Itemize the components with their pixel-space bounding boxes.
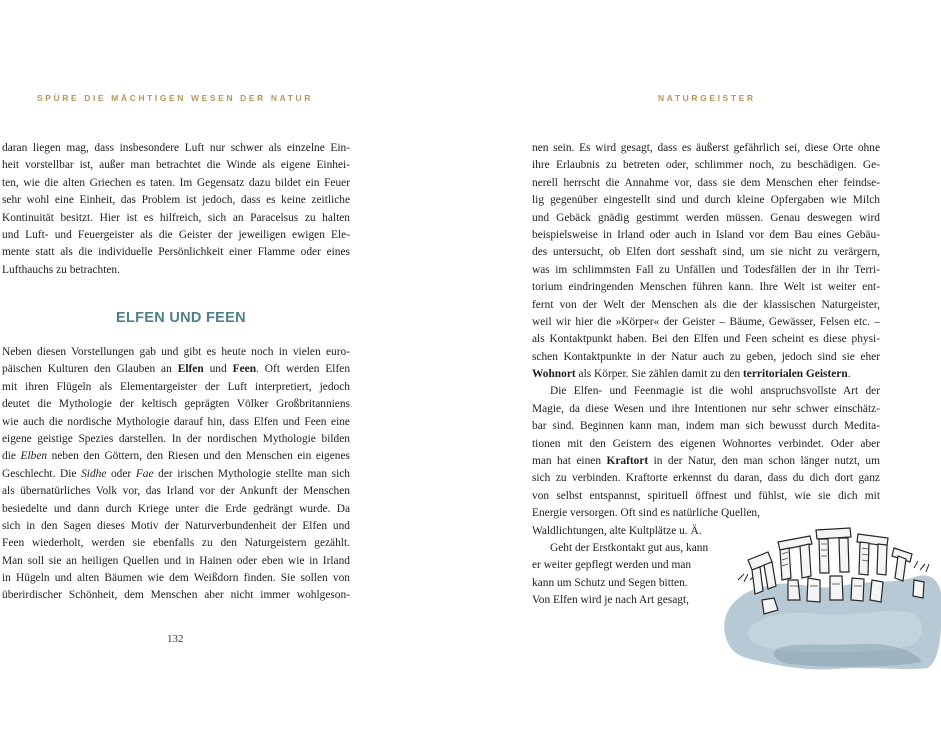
italic-term-elben: Elben (20, 450, 48, 463)
text-line: ten, wie die alten Griechen es taten. Im Gegensatz dazu bildet ein Feuer (2, 176, 350, 189)
text-line: Energie versorgen. Oft sind es natürliche Quellen, (532, 507, 760, 520)
text-run: . Oft werden Elfen (256, 363, 351, 376)
bold-term-territorialen-geistern: territorialen Geistern (743, 368, 848, 381)
text-run: und (203, 363, 233, 376)
text-line: mente statt als die individuelle Persönlichkeit einer Flamme oder eines (2, 246, 350, 259)
text-line: deutet die Mythologie der keltisch geprägten Völker Großbritanniens (2, 398, 350, 411)
text-line: nerell herrscht die Annahme vor, dass sie dem Menschen eher feindse- (532, 176, 880, 189)
right-page (470, 0, 941, 752)
text-line: besiedelte und dann durch Kriege unter die Erde gedrängt wurde. Da (2, 502, 350, 515)
text-line: beispielsweise in Irland oder auch in Island vor dem Bau eines Gebäu- (532, 228, 880, 241)
text-line: Magie, da diese Wesen und ihre Intentionen nur sehr schwer einschätz- (532, 402, 880, 415)
text-line: sich in den Sagen dieses Motiv der Naturverbundenheit der Elfen und (2, 519, 350, 532)
stone-circle-illustration (718, 520, 941, 670)
text-line: mit ihren Flügeln als Elementargeister der Luft interpretiert, jedoch (2, 380, 350, 393)
text-line: als übernatürliches Volk vor, das Irland vor der Ankunft der Menschen (2, 485, 350, 498)
paragraph-elfen-feen (2, 344, 350, 605)
text-line (2, 361, 350, 378)
text-line: Man soll sie an heiligen Quellen und in Hainen oder eben wie in Irland (2, 554, 350, 567)
bold-term-elfen: Elfen (177, 363, 204, 376)
text-line: torium eindringenden Menschen führen kann. Ihre Welt ist weiter ent- (532, 281, 880, 294)
text-line: Die Elfen- und Feenmagie ist die wohl anspruchsvollste Art der (550, 385, 880, 398)
text-line: was im schlimmsten Fall zu Unfällen und Todesfällen der in ihr Terri- (532, 263, 880, 276)
text-line: ihre Erlaubnis zu betreten oder, schlimmer noch, zu beschädigen. Ge- (532, 159, 880, 172)
text-run: Geschlecht. Die (2, 467, 82, 480)
text-line: in Hügeln und alten Bäumen wie dem Weißdorn finden. Sie sollen von (2, 572, 350, 585)
text-line: tionen mit den Geistern des eigenen Wohnortes verbindet. Oder aber (532, 437, 880, 450)
text-line (2, 466, 350, 483)
text-line: weil wir hier die »Körper« der Geister – Bäume, Gewässer, Felsen etc. – (532, 315, 880, 328)
text-line (532, 366, 880, 383)
text-line: heit vorstellbar ist, außer man betrachtet die Winde als eigene Einhei- (2, 159, 350, 172)
text-line: von selbst entspannst, spirituell öffnest und fühlst, wie sie dich mit (532, 489, 880, 502)
text-line: Geht der Erstkontakt gut aus, kann (550, 541, 709, 554)
text-line (2, 448, 350, 465)
bold-term-feen: Feen (232, 363, 257, 376)
text-line: des untersucht, ob Elfen dort sesshaft sind, um sie nicht zu verärgern, (532, 246, 880, 259)
bold-term-wohnort: Wohnort (532, 368, 576, 381)
text-line: sich zu verbinden. Kraftorte erkennst du daran, dass du dich dort ganz (532, 472, 880, 485)
text-run: der irischen Mythologie stellte man sich (153, 467, 350, 480)
text-run: in der Natur, den man schon länger nutzt, um (648, 455, 880, 468)
italic-term-sidhe: Sidhe (81, 467, 107, 480)
text-line (532, 453, 880, 470)
text-line: kann um Schutz und Segen bitten. (532, 576, 688, 589)
text-line: lig gegenüber eingestellt sind und durch kleine Opfergaben wie Milch (532, 194, 880, 207)
text-line: bar sind. Beginnen kann man, indem man sich bewusst durch Medita- (532, 420, 880, 433)
text-line: daran liegen mag, dass insbesondere Luft nur schwer als einzelne Ein- (2, 142, 350, 154)
text-line: Feen wiederholt, werden sie ebenfalls zu den Naturgeistern gezählt. (2, 537, 350, 550)
page-number: 132 (167, 633, 184, 645)
italic-term-fae: Fae (135, 467, 154, 480)
bold-term-kraftort: Kraftort (606, 455, 649, 468)
text-line: überirdischer Schönheit, dem Menschen aber nicht immer wohlgeson- (2, 589, 350, 602)
left-page (0, 0, 470, 752)
text-line: Von Elfen wird je nach Art gesagt, (532, 594, 690, 607)
text-line: wie auch die nordische Mythologie darauf hin, dass Elfen und Feen eine (2, 415, 350, 428)
text-line: schen Kontaktpunkte in der Natur auch zu geben, jedoch sind sie eher (532, 350, 880, 363)
text-line: Waldlichtungen, alte Kultplätze u. Ä. (532, 524, 702, 537)
text-line: eigene geistige Spezies darstellen. In der nordischen Mythologie bilden (2, 432, 350, 445)
text-run: die (2, 450, 21, 463)
text-line: er weiter gepflegt werden und man (532, 559, 692, 572)
text-line: fernt von der Welt der Menschen als die der klassischen Naturgeister, (532, 298, 880, 311)
text-run: oder (106, 467, 136, 480)
text-run: . (847, 368, 851, 381)
text-run: päischen Kulturen den Glauben an (2, 363, 178, 376)
text-line: nen sein. Es wird gesagt, dass es äußerst gefährlich sei, diese Orte ohne (532, 142, 880, 154)
running-head-left: SPÜRE DIE MÄCHTIGEN WESEN DER NATUR (37, 93, 313, 103)
paragraph-luft-feuer (2, 140, 350, 279)
text-run: als Körper. Sie zählen damit zu den (575, 368, 743, 381)
running-head-right: NATURGEISTER (658, 93, 756, 103)
text-line: sehr wohl eine Einheit, das Problem ist jedoch, dass es keine zeitliche (2, 194, 350, 207)
text-line: Neben diesen Vorstellungen gab und gibt es heute noch in vielen euro- (2, 346, 350, 358)
text-line: als Kontaktpunkt haben. Bei den Elfen und Feen scheint es diese physi- (532, 333, 880, 346)
text-line: und Luft- und Feuergeister als die Geister der jeweiligen ewigen Ele- (2, 228, 350, 241)
text-run: man hat einen (532, 455, 607, 468)
text-line: Lufthauchs zu betrachten. (2, 263, 120, 276)
section-heading: ELFEN UND FEEN (116, 310, 246, 326)
text-line: Kontinuität besitzt. Hier ist es hilfreich, sich an Paracelsus zu halten (2, 211, 350, 224)
text-run: neben den Göttern, den Riesen und den Menschen ein eigenes (47, 450, 350, 463)
text-line: und Gebäck gnädig gestimmt werden müssen. Genau deswegen wird (532, 211, 880, 224)
